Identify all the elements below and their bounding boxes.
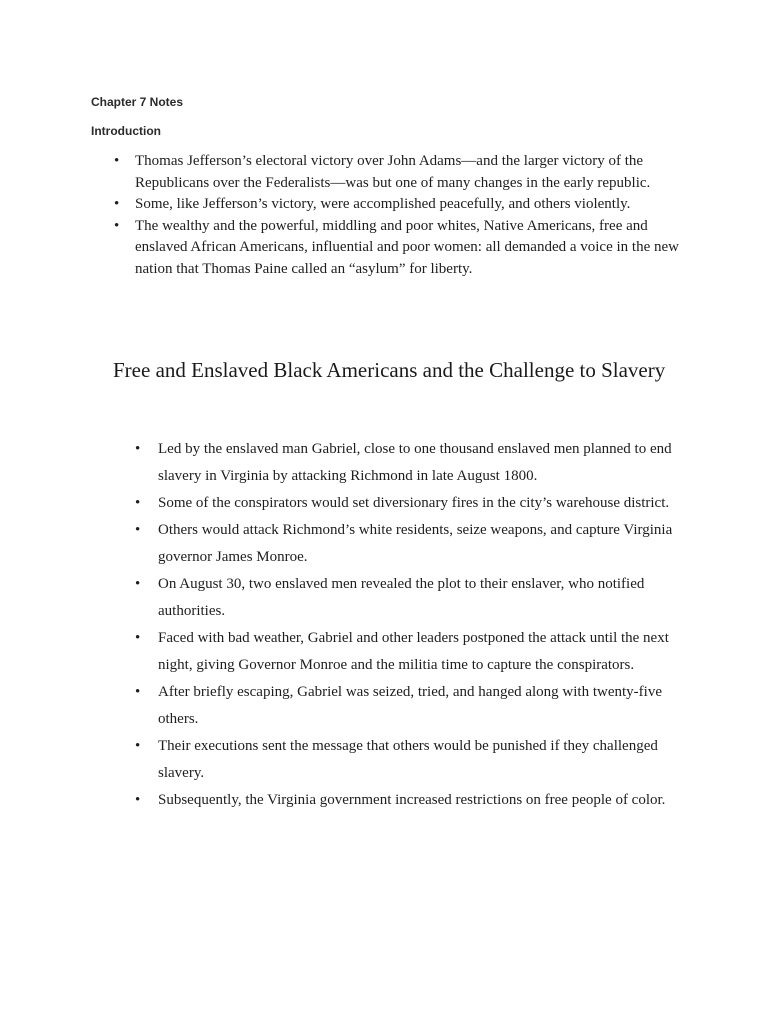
bullet-icon: • <box>135 630 141 646</box>
bullet-icon: • <box>114 153 120 169</box>
list-item <box>113 571 693 625</box>
bullet-icon: • <box>135 684 141 700</box>
list-item <box>113 490 693 517</box>
list-item-text: Others would attack Richmond’s white residents, seize weapons, and capture Virginia governor James Monroe. <box>158 522 673 565</box>
bullet-icon: • <box>114 217 120 234</box>
bullet-icon: • <box>114 196 120 212</box>
list-item-text: Some, like Jefferson’s victory, were accomplished peacefully, and others violently. <box>135 196 631 212</box>
intro-heading: Introduction <box>91 124 161 138</box>
list-item <box>113 517 693 571</box>
list-item <box>91 216 681 281</box>
bullet-icon: • <box>135 522 141 538</box>
list-item-text: Their executions sent the message that others would be punished if they challenged slavery. <box>158 738 658 781</box>
list-item <box>113 787 693 814</box>
list-item-text: Thomas Jefferson’s electoral victory over John Adams—and the larger victory of the Republicans over the Federalists—was but one of many changes in the early republic. <box>135 153 651 191</box>
bullet-icon: • <box>135 738 141 754</box>
intro-bullet-list <box>91 151 681 280</box>
list-item-text: Led by the enslaved man Gabriel, close to one thousand enslaved men planned to end slavery in Virginia by attacking Richmond in late August 1800. <box>158 441 672 484</box>
bullet-icon: • <box>135 441 141 457</box>
list-item <box>91 194 681 216</box>
list-item <box>91 151 681 194</box>
bullet-icon: • <box>135 792 141 808</box>
list-item-text: The wealthy and the powerful, middling and poor whites, Native Americans, free and enslaved African Americans, influential and poor women: all demanded a voice in the new nation that Thomas Paine called an “asylum” for liberty. <box>135 217 679 277</box>
list-item-text: Some of the conspirators would set diversionary fires in the city’s warehouse district. <box>158 495 670 511</box>
page-title: Chapter 7 Notes <box>91 95 184 109</box>
list-item-text: After briefly escaping, Gabriel was seized, tried, and hanged along with twenty-five others. <box>158 684 662 727</box>
section-heading: Free and Enslaved Black Americans and the Challenge to Slavery <box>113 358 666 382</box>
bullet-icon: • <box>135 495 141 511</box>
section-bullet-list <box>113 436 693 814</box>
bullet-icon: • <box>135 576 141 592</box>
list-item-text: Subsequently, the Virginia government increased restrictions on free people of color. <box>158 792 666 808</box>
list-item <box>113 625 693 679</box>
list-item-text: On August 30, two enslaved men revealed the plot to their enslaver, who notified authorities. <box>158 576 645 619</box>
list-item-text: Faced with bad weather, Gabriel and other leaders postponed the attack until the next night, giving Governor Monroe and the militia time to capture the conspirators. <box>158 630 669 673</box>
list-item <box>113 436 693 490</box>
list-item <box>113 679 693 733</box>
list-item <box>113 733 693 787</box>
